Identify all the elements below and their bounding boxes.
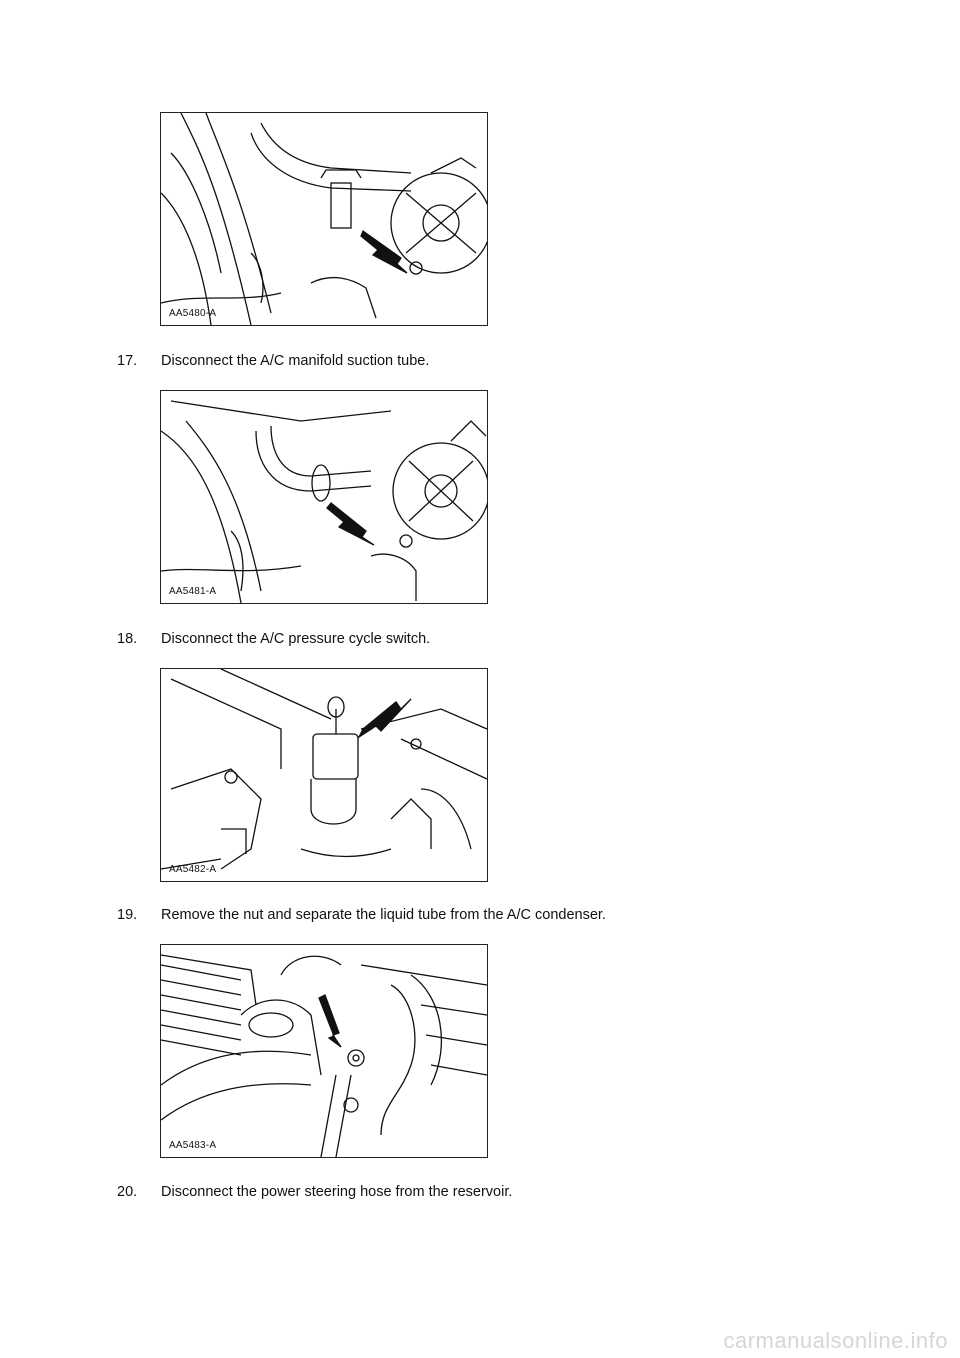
engine-illustration (161, 113, 487, 325)
step-20 (117, 1183, 512, 1201)
figure-label: AA5481-A (169, 586, 217, 597)
step-text: Disconnect the power steering hose from the reservoir. (161, 1184, 513, 1200)
step-number: 19. (117, 907, 138, 923)
figure-aa5480 (160, 112, 488, 326)
watermark: carmanualsonline.info (723, 1328, 948, 1353)
step-number: 17. (117, 353, 138, 369)
engine-illustration (161, 669, 487, 881)
figure-label: AA5482-A (169, 864, 217, 875)
step-number: 18. (117, 631, 138, 647)
figure-aa5483 (160, 944, 488, 1158)
engine-illustration (161, 945, 487, 1157)
engine-illustration (161, 391, 487, 603)
step-text: Disconnect the A/C manifold suction tube. (161, 353, 430, 369)
step-19 (117, 906, 606, 924)
figure-label: AA5480-A (169, 308, 217, 319)
figure-aa5482 (160, 668, 488, 882)
step-number: 20. (117, 1184, 138, 1200)
step-text: Remove the nut and separate the liquid tube from the A/C condenser. (161, 907, 606, 923)
step-18 (117, 630, 430, 648)
step-17 (117, 352, 429, 370)
figure-label: AA5483-A (169, 1140, 217, 1151)
step-text: Disconnect the A/C pressure cycle switch. (161, 631, 431, 647)
figure-aa5481 (160, 390, 488, 604)
